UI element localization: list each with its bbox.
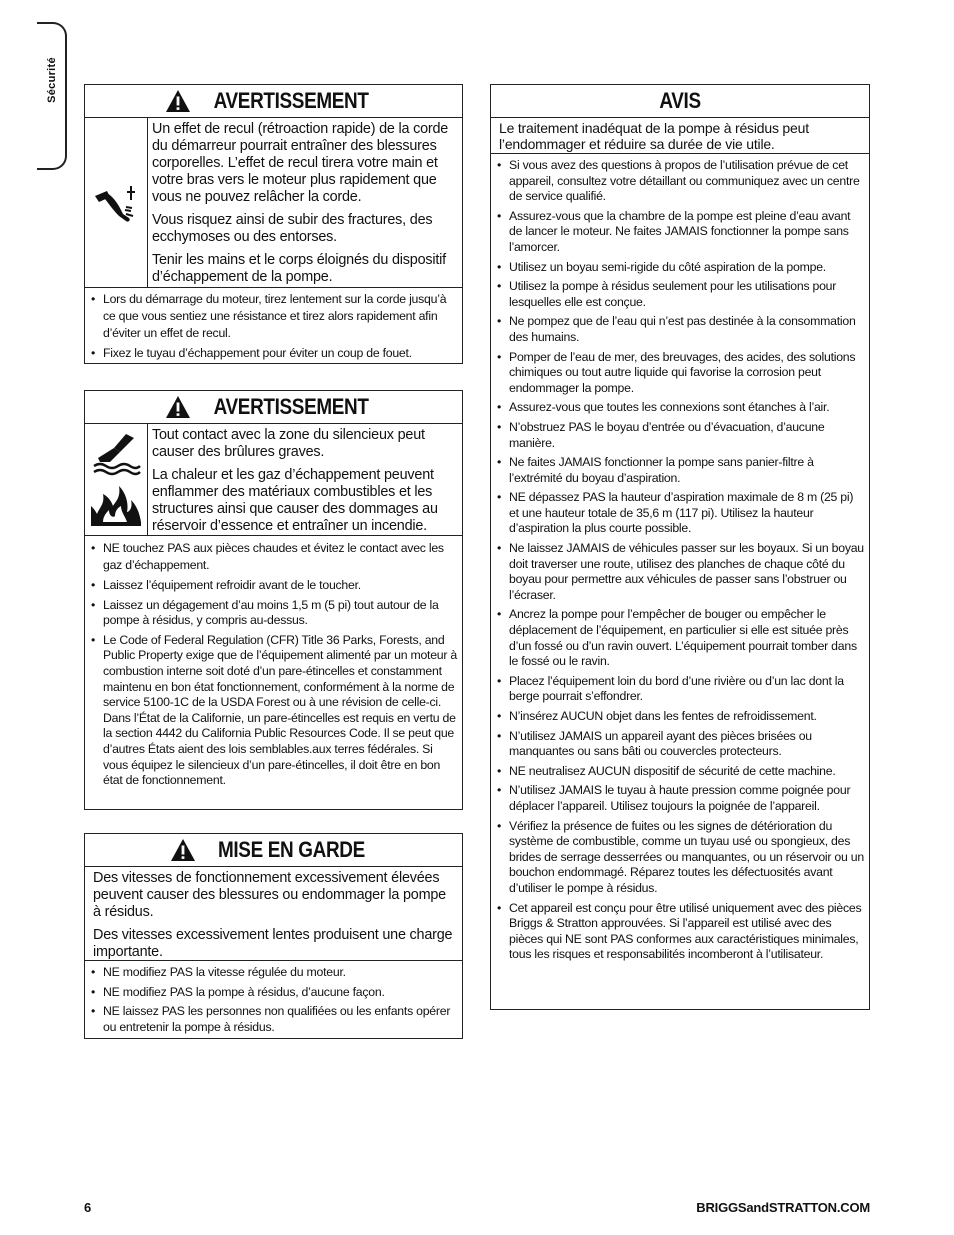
list-item: • N’utilisez JAMAIS le tuyau à haute pression comme poignée pour déplacer l’appareil. Utilisez toujours la poignée de l’appareil.	[495, 783, 865, 814]
warning-hot-intro-text	[148, 424, 462, 535]
intro-paragraph: Des vitesses excessivement lentes produisent une charge importante.	[93, 927, 453, 960]
warning-triangle-icon	[165, 89, 191, 113]
intro-paragraph: Tenir les mains et le corps éloignés du dispositif d’échappement de la pompe.	[152, 252, 446, 285]
list-item: • N’insérez AUCUN objet dans les fentes de refroidissement.	[495, 709, 865, 725]
list-item: • Utilisez un boyau semi-rigide du côté aspiration de la pompe.	[495, 260, 865, 276]
hot-surface-burn-icon	[90, 432, 142, 476]
caution-speed-list	[85, 961, 462, 1040]
warning-title: AVERTISSEMENT	[214, 88, 369, 113]
caution-speed-intro	[85, 867, 462, 961]
fire-flame-icon	[89, 482, 143, 528]
warning-recoil-box	[84, 84, 463, 364]
recoil-kickback-icon	[91, 178, 141, 228]
notice-title: AVIS	[659, 88, 701, 113]
warning-triangle-icon	[170, 838, 196, 862]
list-item: • N’obstruez PAS le boyau d’entrée ou d’évacuation, d’aucune manière.	[495, 420, 865, 451]
list-item: • NE dépassez PAS la hauteur d’aspiration maximale de 8 m (25 pi) et une hauteur totale de 35,6 m (117 pi). Utilisez la hauteur d’aspiration la plus courte possible.	[495, 490, 865, 537]
warning-hot-header	[85, 391, 462, 424]
intro-paragraph: Vous risquez ainsi de subir des fractures, des ecchymoses ou des entorses.	[152, 212, 433, 245]
warning-recoil-intro	[85, 118, 462, 288]
warning-hot-intro	[85, 424, 462, 536]
list-item: • Ancrez la pompe pour l’empêcher de bouger ou empêcher le déplacement de l’équipement, en particulier si elle est située près d’un fossé ou d’un ravin ouvert. L’équipement pourrait tomber dans le fossé ou le ravin.	[495, 607, 865, 669]
list-item: • Laissez un dégagement d’au moins 1,5 m (5 pi) tout autour de la pompe à résidus, y compris au-dessus.	[89, 598, 458, 629]
list-item: • Placez l’équipement loin du bord d’une rivière ou d’un lac dont la berge pourrait s’effondrer.	[495, 674, 865, 705]
intro-paragraph: La chaleur et les gaz d’échappement peuvent enflammer des matériaux combustibles et les structures ainsi que causer des dommages au réservoir d’essence et entraîner un incendie.	[152, 467, 438, 534]
intro-paragraph: Un effet de recul (rétroaction rapide) de la corde du démarreur pourrait entraîner des blessures corporelles. L’effet de recul tirera votre main et votre bras vers le moteur plus rapidement que vous ne pouvez relâcher la corde.	[152, 121, 449, 205]
intro-paragraph: Le traitement inadéquat de la pompe à résidus peut l’endommager et réduire sa durée de vie utile.	[499, 120, 809, 152]
website-url: BRIGGSandSTRATTON.COM	[696, 1200, 870, 1215]
warning-recoil-list	[85, 288, 462, 367]
list-item: • Assurez-vous que la chambre de la pompe est pleine d’eau avant de lancer le moteur. Ne faites JAMAIS fonctionner la pompe sans l’amorcer.	[495, 209, 865, 256]
warning-hot-box	[84, 390, 463, 810]
warning-recoil-icon-col	[85, 118, 148, 287]
list-item: • Ne faites JAMAIS fonctionner la pompe sans panier-filtre à l’extrémité du boyau d’aspiration.	[495, 455, 865, 486]
page-number: 6	[84, 1200, 92, 1215]
warning-hot-icon-col	[85, 424, 148, 535]
notice-list	[491, 154, 869, 968]
list-item: • N’utilisez JAMAIS un appareil ayant des pièces brisées ou manquantes ou sans bâti ou couvercles protecteurs.	[495, 729, 865, 760]
list-item: • Pomper de l’eau de mer, des breuvages, des acides, des solutions chimiques ou tout autre liquide qui favorise la corrosion peut endommager la pompe.	[495, 350, 865, 397]
list-item: • NE laissez PAS les personnes non qualifiées ou les enfants opérer ou entretenir la pompe à résidus.	[89, 1004, 458, 1035]
list-item: • NE touchez PAS aux pièces chaudes et évitez le contact avec les gaz d’échappement.	[89, 540, 458, 574]
caution-speed-box	[84, 833, 463, 1039]
list-item: • Ne pompez que de l’eau qui n’est pas destinée à la consommation des humains.	[495, 314, 865, 345]
notice-header	[491, 85, 869, 118]
list-item: • Le Code of Federal Regulation (CFR) Title 36 Parks, Forests, and Public Property exige que de l’équipement alimenté par un moteur à combustion interne soit doté d’un pare-étincelles et constamment maintenu en bon état fonctionnement, conformément à la norme de service 5100-1C de la USDA Forest ou à une révision de celle-ci. Dans l’État de la Californie, un pare-étincelles est requis en vertu de la section 4442 du California Public Resources Code. Il se peut que d’autres États aient des lois semblables.aux terres fédérales. Si vous équipez le silencieux d’un pare-étincelles, il doit être en bon état de fonctionnement.	[89, 633, 458, 789]
list-item: • Lors du démarrage du moteur, tirez lentement sur la corde jusqu’à ce que vous sentiez une résistance et tirez alors rapidement afin d’éviter un effet de recul.	[89, 291, 458, 342]
warning-triangle-icon	[165, 395, 191, 419]
list-item: • Vérifiez la présence de fuites ou les signes de détérioration du système de combustible, comme un tuyau usé ou spongieux, des brides de serrage desserrées ou manquantes, ou un réservoir ou un bouchon endommagé. Réparez toutes les défectuosités avant d’utiliser le pompe à résidus.	[495, 819, 865, 897]
list-item: • NE neutralisez AUCUN dispositif de sécurité de cette machine.	[495, 764, 865, 780]
caution-speed-header	[85, 834, 462, 867]
list-item: • Assurez-vous que toutes les connexions sont étanches à l’air.	[495, 400, 865, 416]
list-item: • NE modifiez PAS la pompe à résidus, d’aucune façon.	[89, 985, 458, 1001]
caution-title: MISE EN GARDE	[218, 837, 365, 862]
list-item: • Fixez le tuyau d’échappement pour éviter un coup de fouet.	[89, 346, 458, 362]
list-item: • NE modifiez PAS la vitesse régulée du moteur.	[89, 965, 458, 981]
intro-paragraph: Des vitesses de fonctionnement excessivement élevées peuvent causer des blessures ou endommager la pompe à résidus.	[93, 870, 446, 920]
warning-recoil-intro-text	[148, 118, 462, 287]
list-item: • Cet appareil est conçu pour être utilisé uniquement avec des pièces Briggs & Stratton approuvées. Si l’appareil est utilisé avec des pièces qui NE sont PAS conformes aux caractéristiques minimales, tous les risques et responsabilités incomberont à l’utilisateur.	[495, 901, 865, 963]
list-item: • Ne laissez JAMAIS de véhicules passer sur les boyaux. Si un boyau doit traverser une route, utilisez des planches de chaque côté du boyau pour permettre aux véhicules de passer sans l’obstruer ou l’écraser.	[495, 541, 865, 603]
warning-title: AVERTISSEMENT	[214, 394, 369, 419]
list-item: • Utilisez la pompe à résidus seulement pour les utilisations pour lesquelles elle est conçue.	[495, 279, 865, 310]
notice-intro	[491, 118, 869, 154]
notice-box	[490, 84, 870, 1010]
list-item: • Laissez l’équipement refroidir avant de le toucher.	[89, 578, 458, 594]
warning-recoil-header	[85, 85, 462, 118]
intro-paragraph: Tout contact avec la zone du silencieux peut causer des brûlures graves.	[152, 427, 425, 460]
list-item: • Si vous avez des questions à propos de l’utilisation prévue de cet appareil, consultez votre détaillant ou communiquez avec un centre de service qualifié.	[495, 158, 865, 205]
warning-hot-list	[85, 536, 462, 794]
section-tab-label-wrap	[22, 30, 82, 130]
section-tab-label: Sécurité	[46, 57, 58, 103]
